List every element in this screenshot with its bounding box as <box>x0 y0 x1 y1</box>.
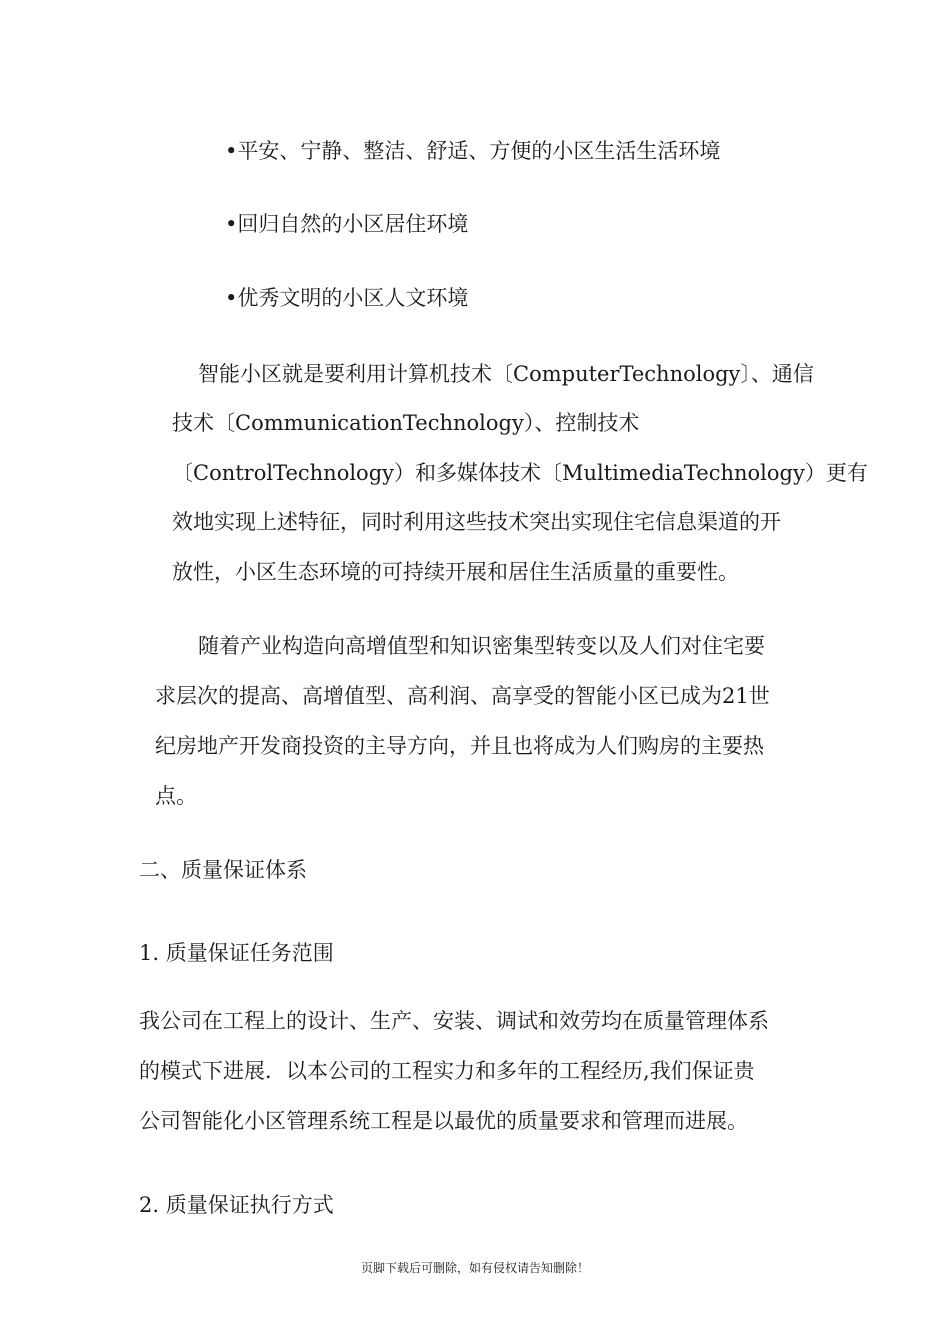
paragraph-2-line-4: 点。 <box>155 784 197 808</box>
paragraph-1-line-4: 效地实现上述特征，同时利用这些技术突出实现住宅信息渠道的开 <box>172 510 781 534</box>
paragraph-2-line-1: 随着产业构造向高增值型和知识密集型转变以及人们对住宅要 <box>198 634 765 658</box>
paragraph-1-line-1: 智能小区就是要利用计算机技术〔ComputerTechnology〕、通信 <box>198 362 814 386</box>
page-footer: 页脚下载后可删除，如有侵权请告知删除！ <box>360 1261 589 1275</box>
paragraph-3-line-2: 的模式下进展．以本公司的工程实力和多年的工程经历,我们保证贵 <box>139 1059 755 1083</box>
paragraph-2-line-3: 纪房地产开发商投资的主导方向，并且也将成为人们购房的主要热 <box>155 734 764 758</box>
bullet-item-3: •优秀文明的小区人文环境 <box>225 286 469 310</box>
subsection-heading-2: 2. 质量保证执行方式 <box>139 1193 334 1217</box>
subsection-heading-1: 1. 质量保证任务范围 <box>139 941 334 965</box>
paragraph-3-line-3: 公司智能化小区管理系统工程是以最优的质量要求和管理而进展。 <box>139 1109 748 1133</box>
paragraph-2-line-2: 求层次的提高、高增值型、高利润、高享受的智能小区已成为21世 <box>155 684 770 708</box>
paragraph-1-line-5: 放性，小区生态环境的可持续开展和居住生活质量的重要性。 <box>172 560 739 584</box>
paragraph-1-line-3: 〔ControlTechnology）和多媒体技术〔MultimediaTechnology）更有 <box>172 461 868 485</box>
paragraph-3-line-1: 我公司在工程上的设计、生产、安装、调试和效劳均在质量管理体系 <box>139 1009 769 1033</box>
paragraph-1-line-2: 技术〔CommunicationTechnology）、控制技术 <box>172 411 640 435</box>
bullet-item-2: •回归自然的小区居住环境 <box>225 212 469 236</box>
section-heading: 二、质量保证体系 <box>139 858 307 882</box>
bullet-item-1: •平安、宁静、整洁、舒适、方便的小区生活生活环境 <box>225 139 721 163</box>
